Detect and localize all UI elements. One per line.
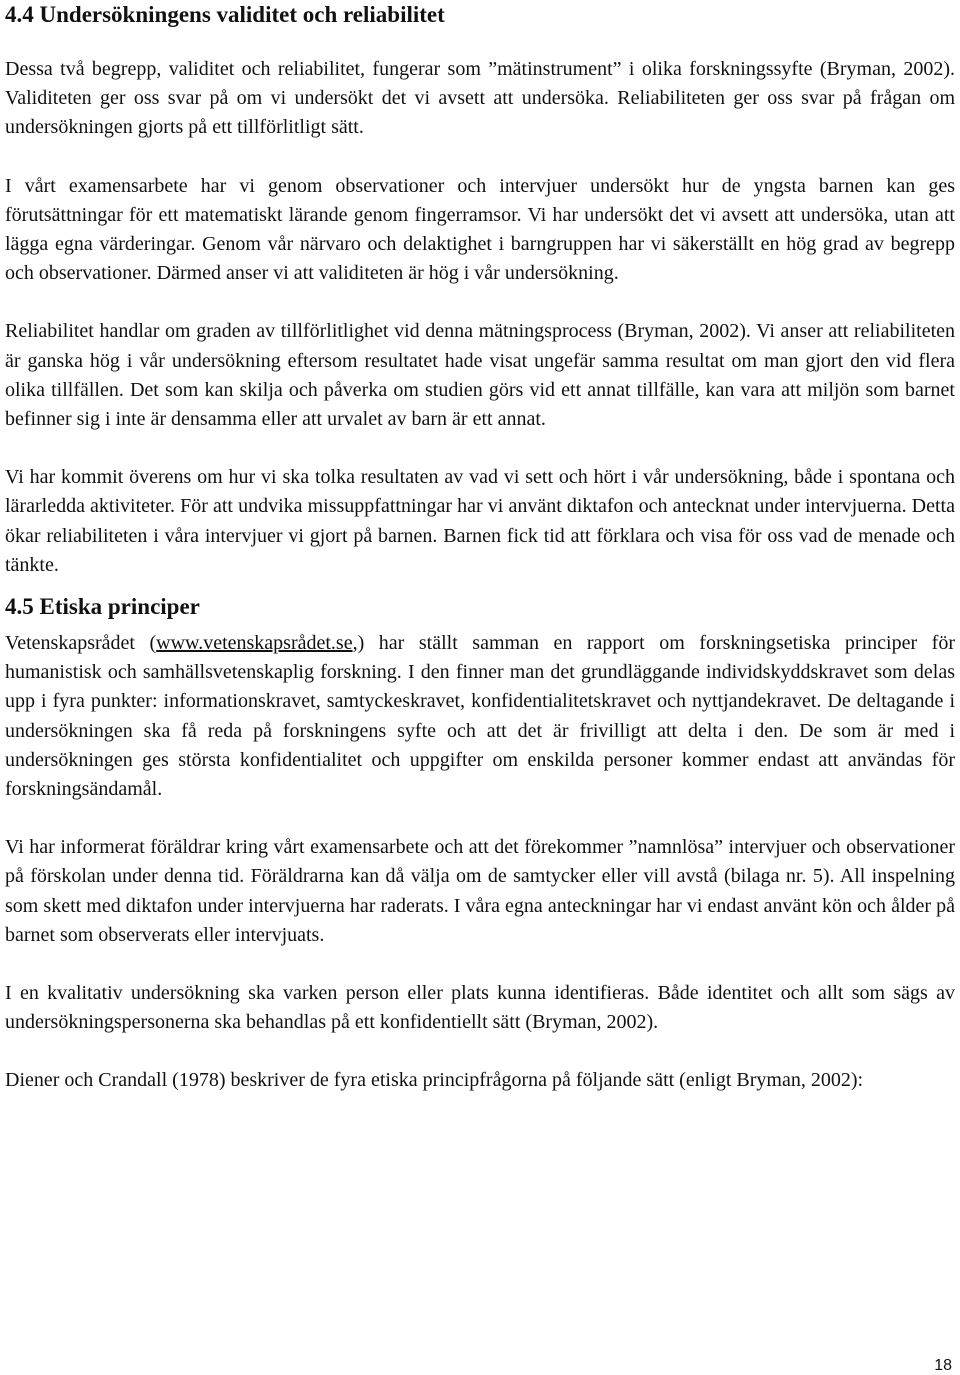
paragraph-with-link [5, 629, 955, 804]
paragraph-text: Vetenskapsrådet ( [5, 632, 157, 655]
section-heading-validity-reliability: 4.4 Undersökningens validitet och reliabilitet [5, 2, 445, 27]
page-number: 18 [934, 1357, 952, 1374]
document-page [5, 0, 955, 1125]
section-heading-ethical-principles: 4.5 Etiska principer [5, 594, 200, 620]
paragraph: Reliabilitet handlar om graden av tillförlitlighet vid denna mätningsprocess (Bryman, 2002). Vi anser att reliabiliteten är ganska hög i vår undersökning eftersom resultatet hade visat ungefär samma resultat om man gjort den vid flera olika tillfällen. Det som kan skilja och påverka om studien görs vid ett annat tillfälle, kan vara att miljön som barnet befinner sig i inte är densamma eller att urvalet av barn är ett annat. [5, 320, 955, 431]
paragraph: I en kvalitativ undersökning ska varken person eller plats kunna identifieras. Både identitet och allt som sägs av undersökningspersonerna ska behandlas på ett konfidentiellt sätt (Bryman, 2002). [5, 982, 955, 1034]
paragraph-text: ,) har ställt samman en rapport om forskningsetiska principer för humanistisk och samhällsvetenskaplig forskning. I den finner man det grundläggande individskyddskravet som delas upp i fyra punkter: informationskravet, samtyckeskravet, konfidentialitetskravet och nyttjandekravet. De deltagande i undersökningen ska få reda på forskningens syfte och att det är frivilligt att delta i den. De som är med i undersökningen ges största konfidentialitet och uppgifter om enskilda personer kommer endast att användas för forskningsändamål. [5, 632, 955, 801]
paragraph: Dessa två begrepp, validitet och reliabilitet, fungerar som ”mätinstrument” i olika forskningssyfte (Bryman, 2002). Validiteten ger oss svar på om vi undersökt det vi avsett att undersöka. Reliabiliteten ger oss svar på frågan om undersökningen gjorts på ett tillförlitligt sätt. [5, 58, 955, 139]
paragraph: Vi har kommit överens om hur vi ska tolka resultaten av vad vi sett och hört i vår undersökning, både i spontana och lärarledda aktiviteter. För att undvika missuppfattningar har vi använt diktafon och antecknat under intervjuerna. Detta ökar reliabiliteten i våra intervjuer vi gjort på barnen. Barnen fick tid att förklara och visa för oss vad de menade och tänkte. [5, 466, 955, 576]
paragraph: Vi har informerat föräldrar kring vårt examensarbete och att det förekommer ”namnlösa” intervjuer och observationer på förskolan under denna tid. Föräldrarna kan då välja om de samtycker eller vill avstå (bilaga nr. 5). All inspelning som skett med diktafon under intervjuerna har raderats. I våra egna anteckningar har vi endast använt kön och ålder på barnet som observerats eller intervjuats. [5, 836, 955, 946]
paragraph: Diener och Crandall (1978) beskriver de fyra etiska principfrågorna på följande sätt (enligt Bryman, 2002): [5, 1069, 864, 1092]
vetenskapsradet-link[interactable]: www.vetenskapsrådet.se [156, 632, 353, 655]
paragraph: I vårt examensarbete har vi genom observationer och intervjuer undersökt hur de yngsta barnen kan ges förutsättningar för ett matematiskt lärande genom fingerramsor. Vi har undersökt det vi avsett att undersöka, utan att lägga egna värderingar. Genom vår närvaro och delaktighet i barngruppen har vi säkerställt en hög grad av begrepp och observationer. Därmed anser vi att validiteten är hög i vår undersökning. [5, 174, 955, 285]
